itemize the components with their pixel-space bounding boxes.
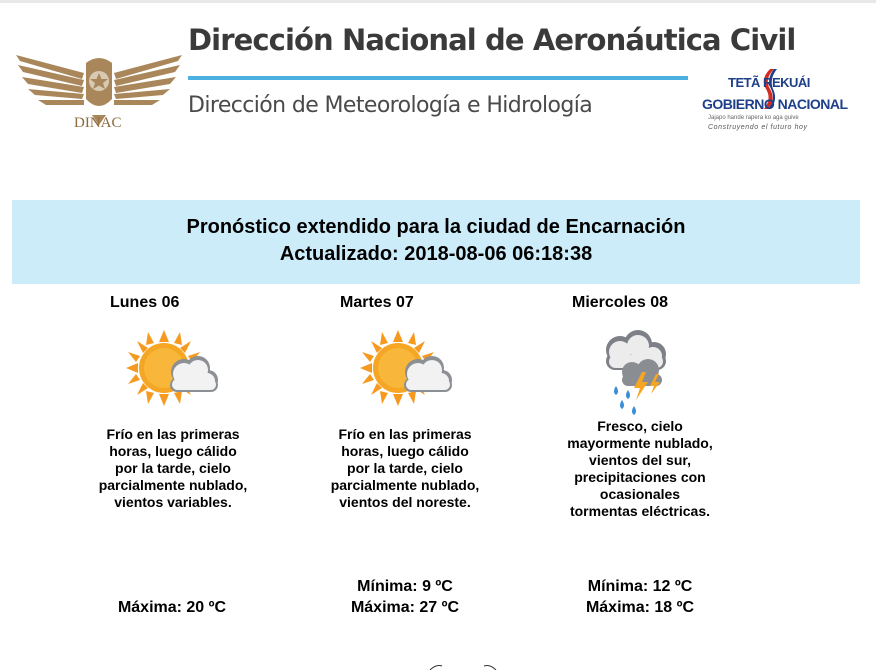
forecast-title: Pronóstico extendido para la ciudad de Encarnación <box>186 216 686 238</box>
main-title: Dirección Nacional de Aeronáutica Civil <box>188 23 796 57</box>
sun-cloud-icon <box>126 328 226 418</box>
day-name: Miercoles 08 <box>572 294 669 311</box>
day-description: Frío en las primeras horas, luego cálido por la tarde, cielo parcialmente nublado, vientos del noreste. <box>330 426 480 510</box>
day-max-temp: Máxima: 18 ºC <box>585 599 695 616</box>
title-divider <box>188 76 688 80</box>
dinac-logo-text: DINAC <box>74 115 122 131</box>
day-min-temp: Mínima: 12 ºC <box>587 578 693 595</box>
day-max-temp: Máxima: 27 ºC <box>350 599 460 616</box>
page-header <box>0 3 876 163</box>
day-min-temp: Mínima: 9 ºC <box>357 578 453 595</box>
thunderstorm-icon <box>598 328 678 418</box>
day-description: Fresco, cielo mayormente nublado, vientos del sur, precipitaciones con ocasionales tormentas eléctricas. <box>567 418 713 519</box>
day-max-temp: Máxima: 20 ºC <box>117 599 227 616</box>
day-description: Frío en las primeras horas, luego cálido por la tarde, cielo parcialmente nublado, vientos variables. <box>98 426 248 510</box>
gobierno-nacional-logo <box>700 69 852 144</box>
gov-logo-line4: Construyendo el futuro hoy <box>708 124 808 131</box>
gov-logo-line1: TETÃ REKUÁI <box>728 75 810 90</box>
day-name: Martes 07 <box>340 294 414 311</box>
sub-title: Dirección de Meteorología e Hidrología <box>188 93 593 118</box>
forecast-banner <box>12 200 860 284</box>
bottom-edge-mark <box>428 662 498 670</box>
forecast-updated: Actualizado: 2018-08-06 06:18:38 <box>279 243 593 265</box>
gov-logo-line2: GOBIERNO NACIONAL <box>702 96 848 112</box>
gov-logo-line3: Jajapo hande rapera ko aga guive <box>708 115 799 121</box>
day-name: Lunes 06 <box>110 294 180 311</box>
sun-cloud-icon <box>360 328 460 418</box>
